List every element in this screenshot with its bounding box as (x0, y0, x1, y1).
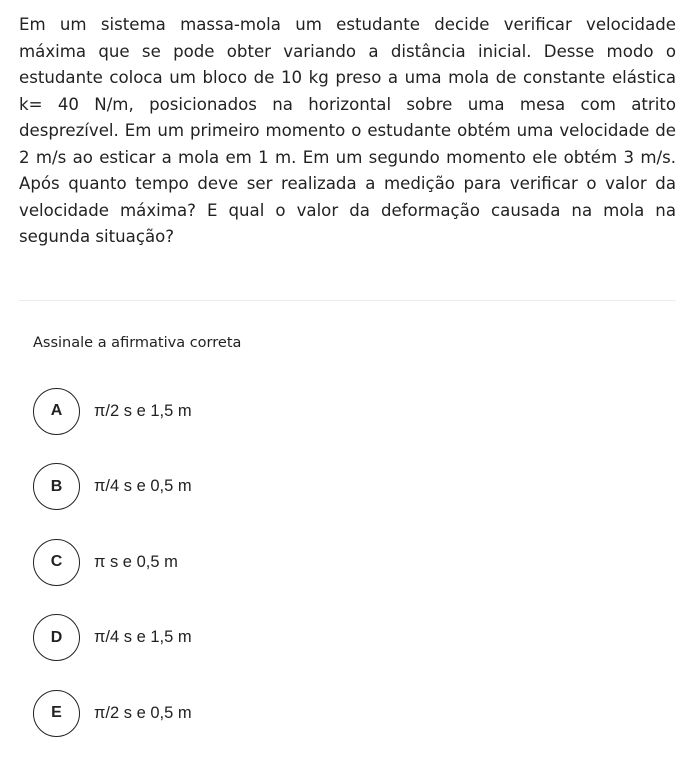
option-c[interactable] (33, 537, 673, 587)
option-text[interactable]: π/4 s e 0,5 m (94, 477, 192, 495)
option-text[interactable]: π/4 s e 1,5 m (94, 628, 192, 646)
option-e[interactable] (33, 688, 673, 738)
option-letter-badge[interactable]: D (33, 614, 80, 661)
instruction-label: Assinale a afirmativa correta (33, 335, 242, 351)
option-letter-badge[interactable]: C (33, 539, 80, 586)
divider (19, 300, 676, 301)
option-d[interactable] (33, 613, 673, 663)
option-letter-badge[interactable]: B (33, 463, 80, 510)
option-text[interactable]: π s e 0,5 m (94, 552, 178, 571)
option-b[interactable] (33, 462, 673, 512)
answer-options (33, 386, 673, 764)
option-text[interactable]: π/2 s e 0,5 m (94, 703, 192, 722)
option-letter-badge[interactable]: E (33, 690, 80, 737)
option-text[interactable]: π/2 s e 1,5 m (94, 401, 192, 420)
option-a[interactable] (33, 386, 673, 436)
option-letter-badge[interactable]: A (33, 388, 80, 435)
question-text: Em um sistema massa-mola um estudante decide verificar velocidade máxima que se pode obter variando a distância inicial. Desse modo o estudante coloca um bloco de 10 kg preso a uma mola de constante elástica k= 40 N/m, posicionados na horizontal sobre uma mesa com atrito desprezível. Em um primeiro momento o estudante obtém uma velocidade de 2 m/s ao esticar a mola em 1 m. Em um segundo momento ele obtém 3 m/s. Após quanto tempo deve ser realizada a medição para verificar o valor da velocidade máxima? E qual o valor da deformação causada na mola na segunda situação? (19, 15, 676, 246)
